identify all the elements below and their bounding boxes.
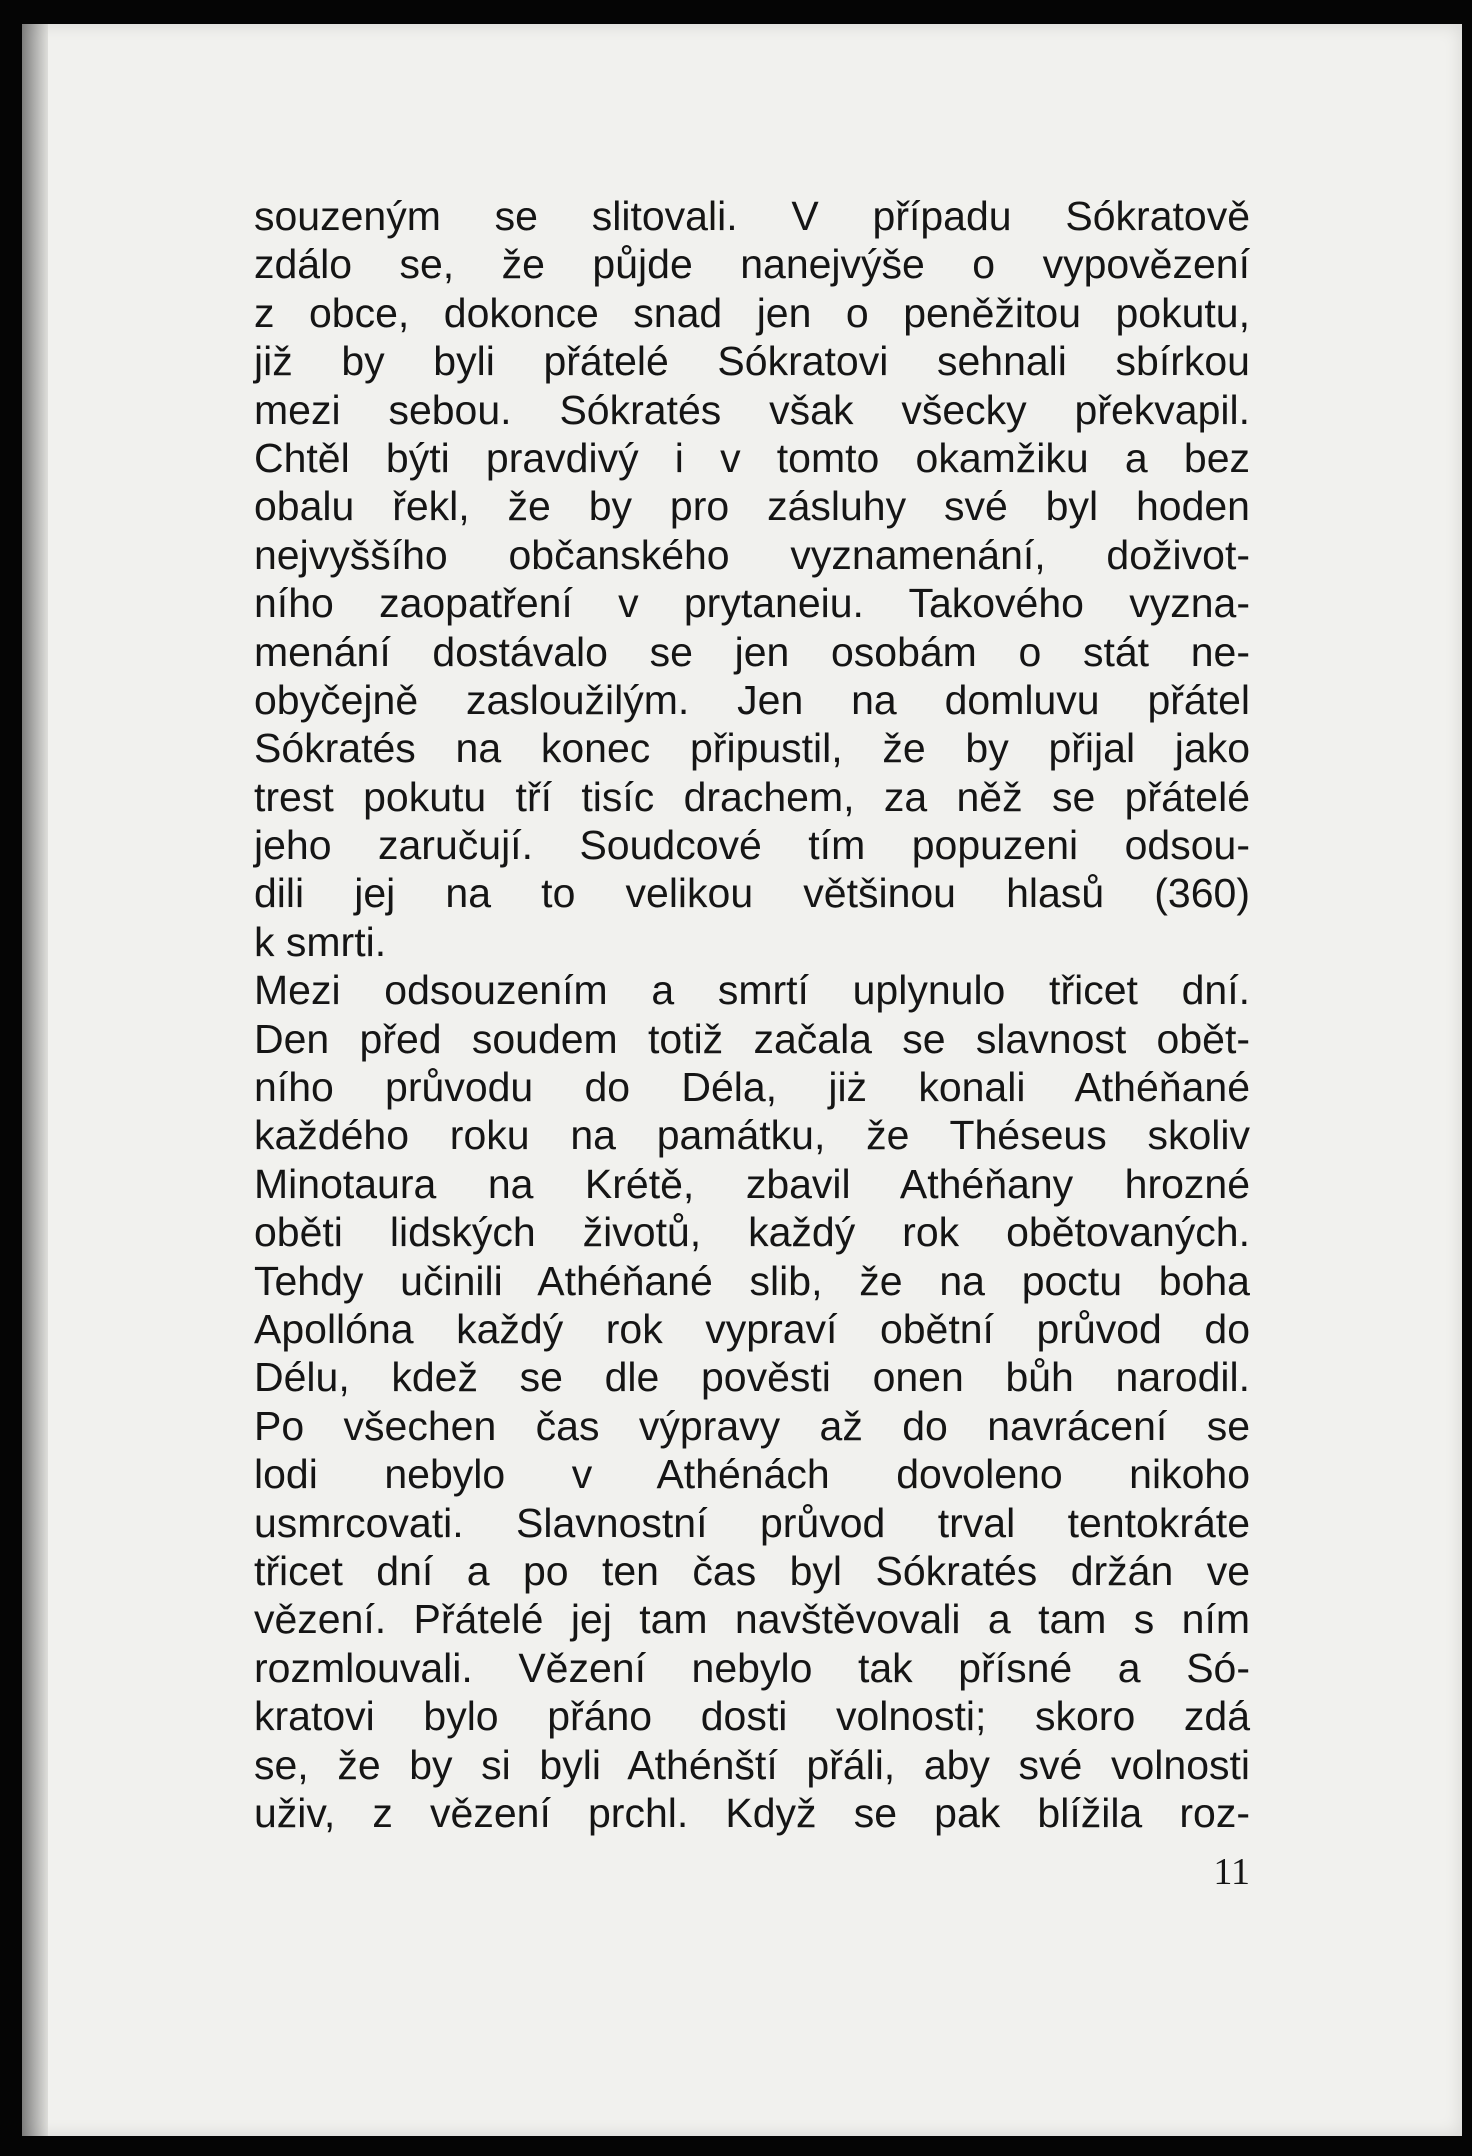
text-line: z obce, dokonce snad jen o peněžitou pokutu, [254, 289, 1250, 336]
text-line: Po všechen čas výpravy až do navrácení se [254, 1402, 1250, 1449]
text-line: Mezi odsouzením a smrtí uplynulo třicet dní. [254, 967, 1250, 1014]
text-line: Minotaura na Krétě, zbavil Athéňany hrozné [254, 1160, 1250, 1207]
text-line: oběti lidských životů, každý rok obětovaných. [254, 1209, 1250, 1256]
text-line: Apollóna každý rok vypraví obětní průvod do [254, 1305, 1250, 1352]
text-line: Sókratés na konec připustil, že by přijal jako [254, 725, 1250, 772]
text-line: souzeným se slitovali. V případu Sókratově [254, 193, 1250, 239]
text-line: každého roku na památku, že Théseus skoliv [254, 1112, 1250, 1159]
text-line: obalu řekl, že by pro zásluhy své byl hoden [254, 483, 1250, 530]
book-page [22, 24, 1462, 2136]
page-number: 11 [1213, 1851, 1250, 1893]
text-line: třicet dní a po ten čas byl Sókratés držán ve [254, 1547, 1250, 1594]
text-line: trest pokutu tří tisíc drachem, za něž se přátelé [254, 773, 1250, 820]
text-line: menání dostávalo se jen osobám o stát ne- [254, 628, 1250, 675]
text-line: Tehdy učinili Athéňané slib, že na poctu boha [254, 1257, 1250, 1304]
text-line: uživ, z vězení prchl. Když se pak blížila roz- [254, 1789, 1250, 1836]
text-line: rozmlouvali. Vězení nebylo tak přísné a Só- [254, 1644, 1250, 1691]
text-line: ního zaopatření v prytaneiu. Takového vyzna- [254, 580, 1250, 627]
text-line: již by byli přátelé Sókratovi sehnali sbírkou [254, 338, 1250, 385]
body-text [254, 192, 1250, 1837]
text-line: lodi nebylo v Athénách dovoleno nikoho [254, 1451, 1250, 1498]
text-line: se, že by si byli Athénští přáli, aby své volnosti [254, 1741, 1250, 1788]
text-line: jeho zaručují. Soudcové tím popuzeni odsou- [254, 822, 1250, 869]
text-line: Chtěl býti pravdivý i v tomto okamžiku a bez [254, 434, 1250, 481]
text-line: usmrcovati. Slavnostní průvod trval tentokráte [254, 1499, 1250, 1546]
text-line: vězení. Přátelé jej tam navštěvovali a tam s ním [254, 1596, 1250, 1643]
text-line: dili jej na to velikou většinou hlasů (360) [254, 870, 1250, 917]
text-line: nejvyššího občanského vyznamenání, doživot- [254, 531, 1250, 578]
text-line: ního průvodu do Déla, jiż konali Athéňané [254, 1064, 1250, 1111]
text-line: Den před soudem totiž začala se slavnost obět- [254, 1015, 1250, 1062]
text-line: mezi sebou. Sókratés však všecky překvapil. [254, 386, 1250, 433]
text-line: kratovi bylo přáno dosti volnosti; skoro zdá [254, 1693, 1250, 1740]
text-line: Délu, kdež se dle pověsti onen bůh narodil. [254, 1354, 1250, 1401]
text-line: k smrti. [254, 918, 387, 965]
text-line: obyčejně zasloužilým. Jen na domluvu přátel [254, 676, 1250, 723]
text-line: zdálo se, že půjde nanejvýše o vypovězení [254, 241, 1250, 288]
